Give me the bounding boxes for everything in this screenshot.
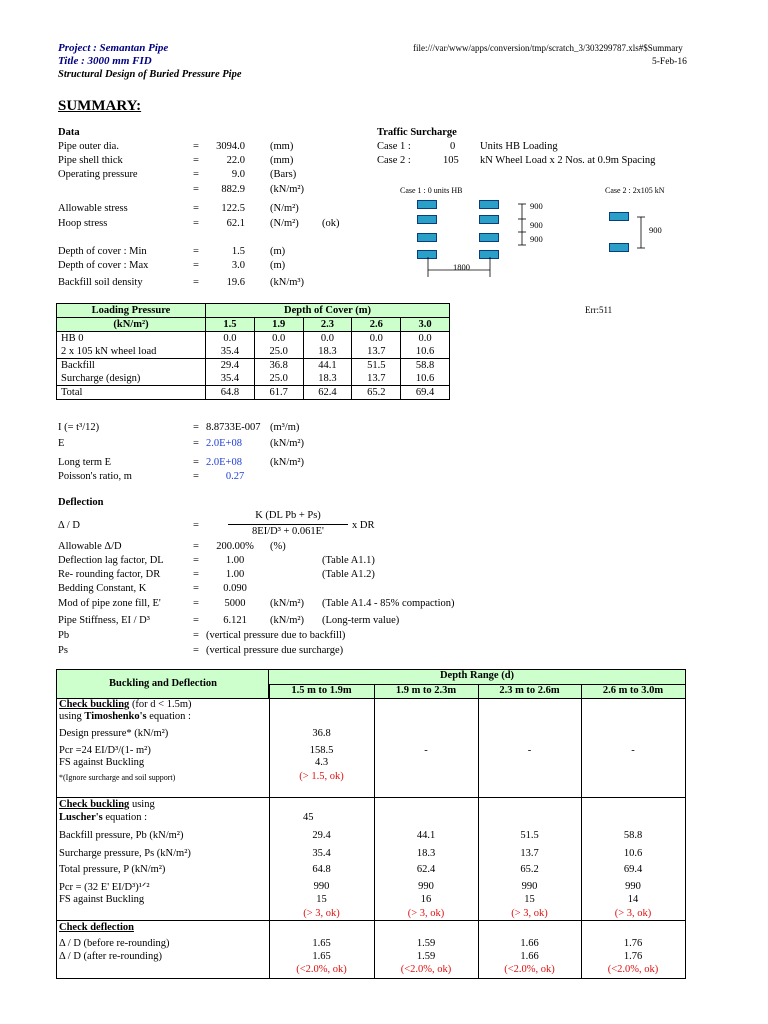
luscher-cell: 15: [316, 894, 327, 905]
luscher-cell: 62.4: [416, 864, 436, 875]
timoshenko-equation: equation :: [146, 711, 191, 722]
prop-eq: =: [193, 438, 199, 449]
loading-pressure-table: [56, 303, 450, 400]
depth-col: 1.9: [254, 318, 303, 332]
data-eq: =: [193, 218, 199, 229]
deflection-eq: =: [193, 520, 199, 531]
defl-eq: =: [193, 569, 199, 580]
data-eq: =: [193, 169, 199, 180]
defl-cell: 1.76: [623, 938, 643, 949]
defl-note: (Table A1.1): [322, 555, 375, 566]
luscher-row-label: Backfill pressure, Pb (kN/m²): [59, 830, 184, 841]
data-unit: (m): [270, 246, 286, 257]
luscher-cell: 990: [313, 881, 330, 892]
data-value: 22.0: [226, 155, 245, 166]
project-label: Project : Semantan Pipe: [58, 42, 169, 54]
case2-value: 105: [443, 155, 459, 166]
buckling-table: [56, 669, 686, 979]
defl-unit: (%): [270, 541, 286, 552]
cell-value: 18.3: [303, 372, 352, 386]
data-label: Operating pressure: [58, 169, 138, 180]
luscher-row-label: Pcr = (32 E' EI/D³)¹ᐟ²: [59, 882, 150, 893]
defl-cell: 1.59: [416, 938, 436, 949]
data-eq: =: [193, 277, 199, 288]
buckling-header: Buckling and Deflection: [109, 678, 217, 689]
design-pressure-label: Design pressure* (kN/m²): [59, 728, 169, 739]
range-header: Depth Range (d): [439, 670, 515, 681]
case1-value: 0: [450, 141, 456, 152]
defl-label: Re- rounding factor, DR: [58, 569, 161, 580]
cell-value: 65.2: [352, 386, 401, 400]
data-value: 122.5: [221, 203, 245, 214]
case2-desc: kN Wheel Load x 2 Nos. at 0.9m Spacing: [480, 155, 656, 166]
data-eq: =: [193, 155, 199, 166]
loading-header: Loading Pressure: [57, 304, 206, 318]
luscher-cell: 18.3: [416, 848, 436, 859]
luscher-cell: 69.4: [623, 864, 643, 875]
cell-value: 0.0: [401, 332, 450, 346]
row-label: HB 0: [57, 332, 206, 346]
deflection-heading: Deflection: [58, 497, 104, 508]
defl-ok: (<2.0%, ok): [296, 964, 347, 975]
prop-eq: =: [193, 422, 199, 433]
defl-unit: (kN/m²): [270, 615, 305, 626]
defl-cell: 1.66: [520, 938, 539, 949]
luscher-equation: equation :: [102, 812, 148, 823]
defl-cell: 1.65: [312, 951, 331, 962]
cell-value: 35.4: [206, 372, 255, 386]
prop-value: 2.0E+08: [206, 457, 242, 468]
design-pressure-value: 36.8: [312, 728, 331, 739]
defl-value: 5000: [224, 598, 246, 609]
dim-900-c: 900: [530, 234, 543, 244]
timoshenko-check-heading: Check buckling: [59, 699, 130, 710]
luscher-cell: 44.1: [416, 830, 436, 841]
timoshenko-fs-value: 4.3: [314, 757, 329, 768]
luscher-cell: 35.4: [312, 848, 331, 859]
cell-value: 36.8: [254, 359, 303, 373]
cell-value: 13.7: [352, 372, 401, 386]
depth-col: 2.3: [303, 318, 352, 332]
deflection-denominator: 8EI/D³ + 0.061E': [252, 526, 324, 537]
range-label: 1.9 m to 2.3m: [395, 685, 457, 696]
cell-value: 25.0: [254, 372, 303, 386]
cell-value: 64.8: [206, 386, 255, 400]
data-value: 3.0: [231, 260, 245, 271]
defl-eq: =: [193, 555, 199, 566]
luscher-cell: 65.2: [520, 864, 539, 875]
deflection-times: x DR: [352, 520, 375, 531]
defl-eq: =: [193, 598, 199, 609]
data-label: Hoop stress: [58, 218, 108, 229]
defl-value: 1.00: [225, 569, 245, 580]
defl-note: (Table A1.4 - 85% compaction): [322, 598, 455, 609]
data-unit: (m): [270, 260, 286, 271]
defl-eq: =: [193, 583, 199, 594]
luscher-ok: (> 3, ok): [407, 908, 445, 919]
prop-label: E: [58, 438, 65, 449]
header-date: 5-Feb-16: [652, 57, 687, 67]
row-label: Surcharge (design): [57, 372, 206, 386]
data-value: 1.5: [231, 246, 245, 257]
diagram-case2-label: Case 2 : 2x105 kN: [605, 186, 665, 195]
cell-value: 62.4: [303, 386, 352, 400]
defl-note: (Long-term value): [322, 615, 400, 626]
cell-value: 69.4: [401, 386, 450, 400]
defl-unit: (kN/m²): [270, 598, 305, 609]
cell-value: 25.0: [254, 345, 303, 359]
luscher-cell: 990: [521, 881, 538, 892]
luscher-ok: (> 3, ok): [614, 908, 652, 919]
timoshenko-dash: -: [631, 745, 635, 756]
defl-row-label: Δ / D (after re-rounding): [59, 951, 162, 962]
file-path: file:///var/www/apps/conversion/tmp/scratch_3/303299787.xls#$Summary: [413, 43, 683, 53]
summary-title: SUMMARY:: [58, 98, 142, 114]
loading-unit: (kN/m²): [57, 318, 206, 332]
row-label: Backfill: [57, 359, 206, 373]
pb-eq: =: [193, 630, 199, 641]
pb-label: Pb: [58, 630, 70, 641]
defl-eq: =: [193, 615, 199, 626]
luscher-cell: 16: [420, 894, 432, 905]
cell-value: 18.3: [303, 345, 352, 359]
depth-col: 3.0: [401, 318, 450, 332]
case2-label: Case 2 :: [377, 155, 411, 166]
luscher-cell: 990: [625, 881, 641, 892]
fraction-bar: [228, 524, 348, 525]
data-value: 882.9: [221, 184, 245, 195]
err-note: Err:511: [585, 305, 613, 315]
prop-eq: =: [193, 471, 199, 482]
section-line: [57, 797, 685, 798]
luscher-cell: 10.6: [623, 848, 643, 859]
cell-value: 13.7: [352, 345, 401, 359]
prop-label: Poisson's ratio, m: [58, 471, 132, 482]
case1-label: Case 1 :: [377, 141, 411, 152]
prop-unit: (kN/m²): [270, 457, 305, 468]
data-unit: (N/m²): [270, 218, 299, 229]
luscher-cell: 29.4: [312, 830, 331, 841]
cell-value: 51.5: [352, 359, 401, 373]
defl-label: Allowable Δ/D: [58, 541, 122, 552]
cell-value: 0.0: [206, 332, 255, 346]
luscher-value: 45: [303, 812, 314, 823]
ps-eq: =: [193, 645, 199, 656]
prop-eq: =: [193, 457, 199, 468]
cell-value: 35.4: [206, 345, 255, 359]
range-label: 1.5 m to 1.9m: [291, 685, 352, 696]
timoshenko-pcr-label: Pcr =24 EI/D³/(1- m²): [59, 745, 151, 756]
row-label: 2 x 105 kN wheel load: [57, 345, 206, 359]
cell-value: 0.0: [254, 332, 303, 346]
luscher-check-heading: Check buckling: [59, 799, 130, 810]
range-label: 2.3 m to 2.6m: [499, 685, 560, 696]
traffic-heading: Traffic Surcharge: [377, 127, 457, 138]
dim-900-a: 900: [530, 201, 543, 211]
cell-value: 10.6: [401, 372, 450, 386]
data-unit: (kN/m²): [270, 184, 305, 195]
depth-header: Depth of Cover (m): [206, 304, 450, 318]
deflection-check-heading: Check deflection: [59, 922, 134, 933]
deflection-lhs: Δ / D: [58, 520, 80, 531]
defl-label: Bedding Constant, K: [58, 583, 147, 594]
defl-value: 0.090: [223, 583, 247, 594]
case1-desc: Units HB Loading: [480, 141, 558, 152]
dim-900-case2: 900: [649, 225, 662, 235]
defl-ok: (<2.0%, ok): [400, 964, 452, 975]
defl-eq: =: [193, 541, 199, 552]
defl-value: 200.00%: [216, 541, 254, 552]
luscher-using: using: [129, 799, 155, 810]
cell-value: 29.4: [206, 359, 255, 373]
defl-cell: 1.76: [623, 951, 643, 962]
data-note: (ok): [322, 218, 340, 229]
luscher-cell: 58.8: [623, 830, 643, 841]
timoshenko-using: using: [59, 711, 85, 722]
ps-label: Ps: [58, 645, 68, 656]
timoshenko-name: Timoshenko's: [84, 711, 147, 722]
cell-value: 10.6: [401, 345, 450, 359]
dim-1800: 1800: [453, 262, 470, 272]
data-value: 19.6: [226, 277, 245, 288]
timoshenko-note: *(Ignore surcharge and soil support): [59, 773, 176, 782]
data-unit: (kN/m³): [270, 277, 305, 288]
timoshenko-condition: (for d < 1.5m): [131, 699, 192, 710]
luscher-cell: 990: [418, 881, 434, 892]
data-eq: =: [193, 260, 199, 271]
data-heading: Data: [58, 127, 80, 138]
prop-unit: (m³/m): [270, 422, 300, 433]
data-label: Pipe outer dia.: [58, 141, 119, 152]
luscher-cell: 51.5: [520, 830, 539, 841]
section-line: [57, 920, 685, 921]
defl-label: Deflection lag factor, DL: [58, 555, 164, 566]
defl-cell: 1.59: [416, 951, 436, 962]
data-label: Backfill soil density: [58, 277, 143, 288]
data-label: Depth of cover : Max: [58, 260, 149, 271]
depth-col: 1.5: [206, 318, 255, 332]
cell-value: 44.1: [303, 359, 352, 373]
timoshenko-fs-ok: (> 1.5, ok): [299, 771, 344, 782]
data-value: 3094.0: [216, 141, 245, 152]
prop-label: Long term E: [58, 457, 112, 468]
timoshenko-dash: -: [424, 745, 428, 756]
luscher-row-label: Surcharge pressure, Ps (kN/m²): [59, 848, 191, 859]
luscher-ok: (> 3, ok): [511, 908, 548, 919]
cell-value: 0.0: [303, 332, 352, 346]
ps-desc: (vertical pressure due surcharge): [206, 645, 344, 656]
cell-value: 61.7: [254, 386, 303, 400]
defl-label: Mod of pipe zone fill, E': [58, 598, 161, 609]
data-value: 9.0: [231, 169, 245, 180]
data-unit: (mm): [270, 141, 294, 152]
defl-ok: (<2.0%, ok): [607, 964, 659, 975]
luscher-row-label: Total pressure, P (kN/m²): [59, 864, 166, 875]
prop-unit: (kN/m²): [270, 438, 305, 449]
prop-value: 8.8733E-007: [206, 422, 261, 433]
defl-label: Pipe Stiffness, EI / D³: [58, 615, 150, 626]
data-unit: (N/m²): [270, 203, 299, 214]
deflection-numerator: K (DL Pb + Ps): [255, 510, 321, 521]
data-value: 62.1: [226, 218, 245, 229]
prop-value: 2.0E+08: [206, 438, 242, 449]
data-label: Depth of cover : Min: [58, 246, 147, 257]
diagram-case1-label: Case 1 : 0 units HB: [400, 186, 463, 195]
cell-value: 58.8: [401, 359, 450, 373]
luscher-cell: 64.8: [312, 864, 331, 875]
data-unit: (mm): [270, 155, 294, 166]
data-eq: =: [193, 141, 199, 152]
timoshenko-pcr-value: 158.5: [309, 745, 334, 756]
subtitle: Structural Design of Buried Pressure Pipe: [58, 69, 242, 80]
defl-value: 6.121: [223, 615, 247, 626]
defl-ok: (<2.0%, ok): [504, 964, 555, 975]
data-eq: =: [193, 184, 199, 195]
data-eq: =: [193, 246, 199, 257]
luscher-cell: 13.7: [520, 848, 539, 859]
timoshenko-dash: -: [527, 745, 532, 756]
defl-cell: 1.66: [520, 951, 539, 962]
pb-desc: (vertical pressure due to backfill): [206, 630, 346, 641]
luscher-name: Luscher's: [59, 812, 103, 823]
defl-row-label: Δ / D (before re-rounding): [59, 938, 170, 949]
title-label: Title : 3000 mm FID: [58, 55, 152, 67]
range-label: 2.6 m to 3.0m: [602, 685, 664, 696]
data-unit: (Bars): [270, 169, 297, 180]
cell-value: 0.0: [352, 332, 401, 346]
timoshenko-fs-label: FS against Buckling: [59, 757, 145, 768]
prop-value: 0.27: [225, 471, 245, 482]
luscher-ok: (> 3, ok): [303, 908, 340, 919]
dim-900-b: 900: [530, 220, 543, 230]
defl-cell: 1.65: [312, 938, 331, 949]
luscher-cell: 15: [524, 894, 535, 905]
luscher-cell: 14: [627, 894, 639, 905]
data-label: Allowable stress: [58, 203, 128, 214]
prop-label: I (= t³/12): [58, 422, 100, 433]
data-eq: =: [193, 203, 199, 214]
defl-value: 1.00: [225, 555, 245, 566]
row-label: Total: [57, 386, 206, 400]
defl-note: (Table A1.2): [322, 569, 375, 580]
luscher-row-label: FS against Buckling: [59, 894, 145, 905]
depth-col: 2.6: [352, 318, 401, 332]
data-label: Pipe shell thick: [58, 155, 123, 166]
